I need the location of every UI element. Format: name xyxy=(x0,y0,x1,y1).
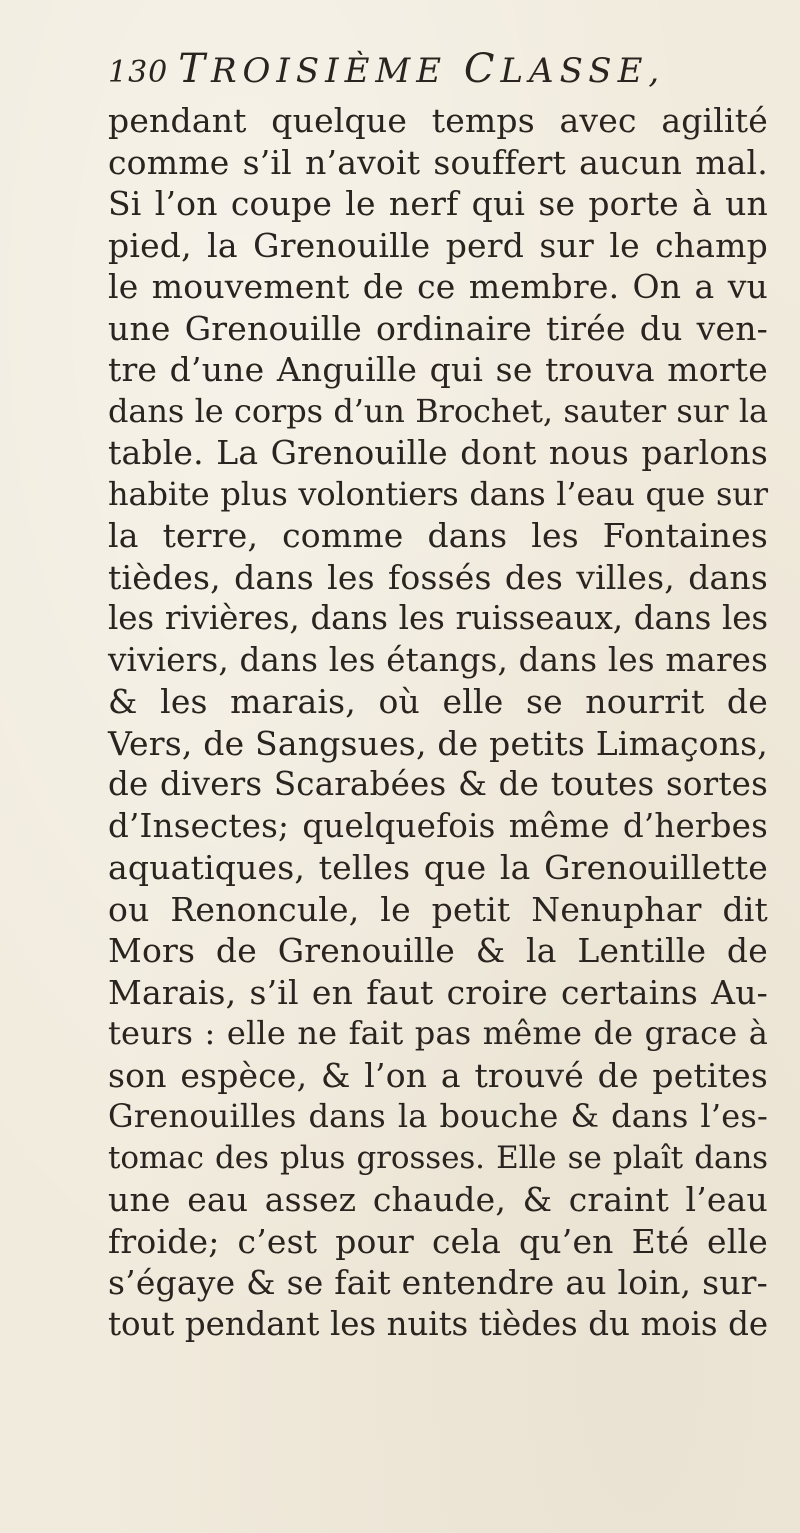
text-line: tièdes, dans les fossés des villes, dans xyxy=(108,557,768,597)
running-title-initial-c: C xyxy=(463,46,501,92)
text-line: le mouvement de ce membre. On a vu xyxy=(108,267,768,306)
text-line: tre d’une Anguille qui se trouva morte xyxy=(108,350,768,389)
text-line: Grenouilles dans la bouche & dans l’es- xyxy=(108,1097,768,1135)
text-line: Marais, s’il en faut croire certains Au- xyxy=(108,972,768,1012)
text-line: une eau assez chaude, & craint l’eau xyxy=(108,1180,768,1219)
text-line: table. La Grenouille dont nous parlons xyxy=(108,433,768,472)
text-line: les rivières, dans les ruisseaux, dans les xyxy=(108,599,768,637)
text-line: pied, la Grenouille perd sur le champ xyxy=(108,225,768,265)
running-title-word-1: ROISIÈME xyxy=(210,51,448,91)
text-line: une Grenouille ordinaire tirée du ven- xyxy=(108,308,768,348)
running-title-initial-t: T xyxy=(178,46,211,92)
text-line: pendant quelque temps avec agilité xyxy=(108,101,768,140)
text-line: son espèce, & l’on a trouvé de petites xyxy=(108,1055,768,1095)
text-line: Si l’on coupe le nerf qui se porte à un xyxy=(108,184,768,223)
text-line: Mors de Grenouille & la Lentille de xyxy=(108,931,768,970)
text-line: & les marais, où elle se nourrit de xyxy=(108,682,768,721)
text-line: comme s’il n’avoit souffert aucun mal. xyxy=(108,142,768,182)
text-line: dans le corps d’un Brochet, sauter sur la xyxy=(108,391,768,430)
text-line: d’Insectes; quelquefois même d’herbes xyxy=(108,806,768,845)
text-line: ou Renoncule, le petit Nenuphar dit xyxy=(108,889,768,929)
running-title xyxy=(178,46,665,92)
text-line: Vers, de Sangsues, de petits Limaçons, xyxy=(108,723,768,763)
text-line: froide; c’est pour cela qu’en Eté elle xyxy=(108,1221,768,1261)
text-line: aquatiques, telles que la Grenouillette xyxy=(108,848,768,887)
page-number: 130 xyxy=(108,55,169,90)
running-head xyxy=(108,46,708,96)
text-line: s’égaye & se fait entendre au loin, sur- xyxy=(108,1263,768,1302)
text-line: habite plus volontiers dans l’eau que sur xyxy=(108,474,768,513)
text-line: tout pendant les nuits tièdes du mois de xyxy=(108,1304,768,1343)
running-title-word-2: LASSE, xyxy=(500,51,666,91)
body-text xyxy=(108,100,768,1345)
text-line: tomac des plus grosses. Elle se plaît dans xyxy=(108,1139,768,1176)
text-line: de divers Scarabées & de toutes sortes xyxy=(108,765,768,803)
text-line: viviers, dans les étangs, dans les mares xyxy=(108,640,768,679)
text-line: la terre, comme dans les Fontaines xyxy=(108,516,768,555)
text-line: teurs : elle ne fait pas même de grace à xyxy=(108,1014,768,1052)
